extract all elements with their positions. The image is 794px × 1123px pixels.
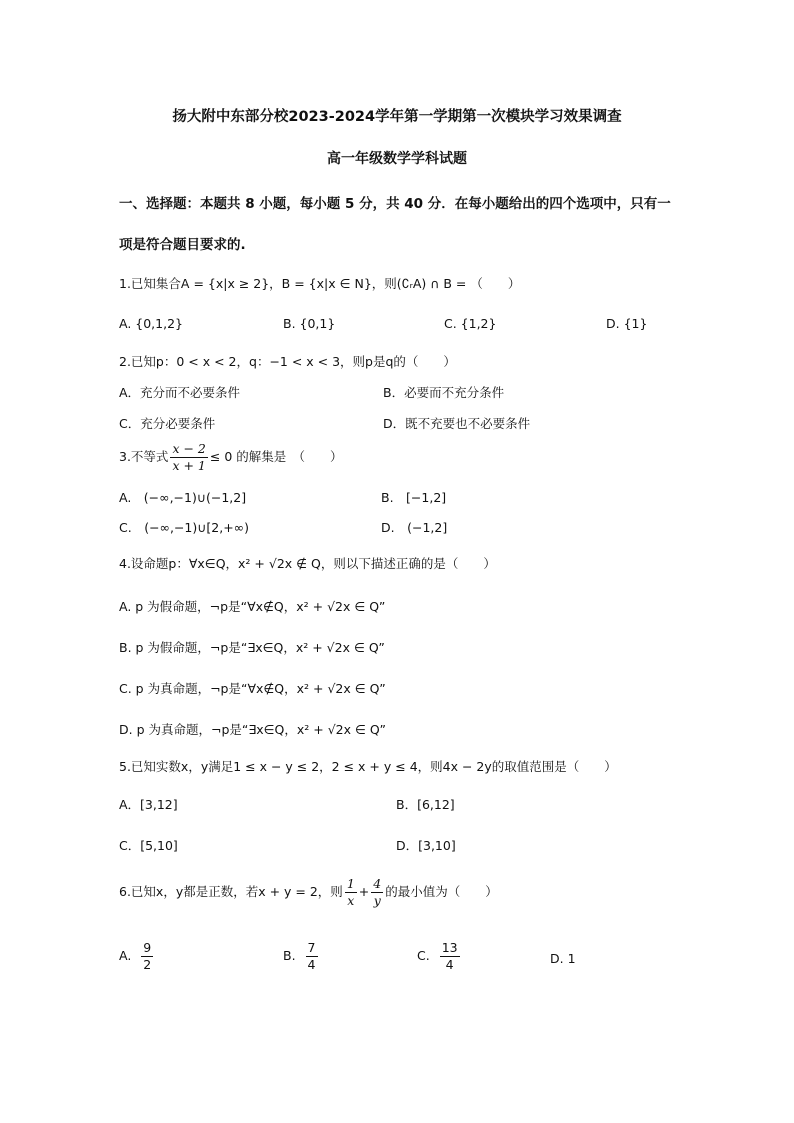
exam-title: 扬大附中东部分校2023-2024学年第一学期第一次模块学习效果调查	[172, 109, 622, 125]
question-3-option-c: C. (−∞,−1)∪[2,+∞)	[119, 520, 249, 535]
question-6-fraction-1-denominator: x	[347, 893, 355, 908]
question-6-option-c-label: C.	[417, 948, 430, 963]
question-3-fraction	[170, 441, 207, 474]
question-5-option-a: A．[3,12]	[119, 797, 178, 812]
question-2-stem: 2.已知p：0 < x < 2，q：−1 < x < 3，则p是q的（ ）	[119, 354, 456, 369]
question-5-stem: 5.已知实数x，y满足1 ≤ x − y ≤ 2，2 ≤ x + y ≤ 4，则4x − 2y的取值范围是（ ）	[119, 759, 617, 774]
question-6-option-a-fraction	[141, 940, 153, 973]
question-6-option-c-denominator: 4	[445, 957, 454, 972]
question-3-fraction-numerator: x − 2	[172, 441, 206, 456]
question-3-prefix: 3.不等式	[119, 449, 169, 464]
question-5-option-b: B．[6,12]	[396, 797, 455, 812]
question-6-option-d: D. 1	[550, 951, 576, 966]
question-6-fraction-1-numerator: 1	[346, 876, 355, 891]
question-6-fraction-1	[345, 876, 357, 909]
question-6-option-a-denominator: 2	[143, 957, 152, 972]
question-4-option-b: B. p 为假命题，¬p是“∃x∈Q，x² + √2x ∈ Q”	[119, 640, 385, 655]
section-heading-line1: 一、选择题：本题共 8 小题，每小题 5 分，共 40 分．在每小题给出的四个选项中，只有一	[119, 196, 671, 212]
question-6-option-b-fraction	[306, 940, 318, 973]
question-3-option-d: D. (−1,2]	[381, 520, 448, 535]
question-1-option-c: C. {1,2}	[444, 316, 497, 331]
question-4-option-d: D. p 为真命题，¬p是“∃x∈Q，x² + √2x ∈ Q”	[119, 722, 386, 737]
question-3-suffix: ≤ 0 的解集是 （ ）	[209, 449, 343, 464]
question-5-option-d: D．[3,10]	[396, 838, 456, 853]
question-4-option-c: C. p 为真命题，¬p是“∀x∉Q，x² + √2x ∈ Q”	[119, 681, 386, 696]
question-6-suffix: 的最小值为（ ）	[385, 884, 498, 899]
exam-subtitle: 高一年级数学学科试题	[327, 151, 467, 167]
question-4-option-a: A. p 为假命题，¬p是“∀x∉Q，x² + √2x ∈ Q”	[119, 599, 386, 614]
question-6-option-b-numerator: 7	[307, 940, 316, 955]
question-3-option-a: A. (−∞,−1)∪(−1,2]	[119, 490, 247, 505]
question-3-stem	[119, 441, 343, 474]
question-6-option-c-numerator: 13	[441, 940, 458, 955]
question-6-fraction-2-numerator: 4	[373, 876, 382, 891]
question-6-plus: +	[358, 884, 370, 899]
question-1-option-b: B. {0,1}	[283, 316, 336, 331]
question-6-fraction-2-denominator: y	[373, 893, 381, 908]
question-6-option-c	[417, 940, 462, 973]
question-1-option-a: A. {0,1,2}	[119, 316, 183, 331]
question-6-option-b	[283, 940, 320, 973]
question-6-option-a-label: A.	[119, 948, 132, 963]
question-2-option-a: A．充分而不必要条件	[119, 385, 241, 400]
question-5-option-c: C．[5,10]	[119, 838, 178, 853]
question-6-option-b-denominator: 4	[307, 957, 316, 972]
question-6-option-c-fraction	[440, 940, 460, 973]
question-6-option-b-label: B.	[283, 948, 296, 963]
question-2-option-b: B．必要而不充分条件	[383, 385, 505, 400]
section-heading-line2: 项是符合题目要求的.	[119, 237, 246, 253]
question-6-stem	[119, 876, 498, 909]
question-3-option-b: B. [−1,2]	[381, 490, 447, 505]
question-6-fraction-2	[371, 876, 383, 909]
question-1-option-d: D. {1}	[606, 316, 648, 331]
question-6-option-a	[119, 940, 155, 973]
question-6-option-a-numerator: 9	[143, 940, 152, 955]
question-2-option-d: D．既不充要也不必要条件	[383, 416, 531, 431]
question-4-stem: 4.设命题p：∀x∈Q，x² + √2x ∉ Q，则以下描述正确的是（ ）	[119, 556, 496, 571]
question-6-prefix: 6.已知x，y都是正数，若x + y = 2，则	[119, 884, 343, 899]
question-1-stem: 1.已知集合A = {x|x ≥ 2}，B = {x|x ∈ N}，则(∁ᵣA) ∩ B = （ ）	[119, 276, 521, 291]
question-2-option-c: C．充分必要条件	[119, 416, 216, 431]
question-3-fraction-denominator: x + 1	[172, 458, 206, 473]
